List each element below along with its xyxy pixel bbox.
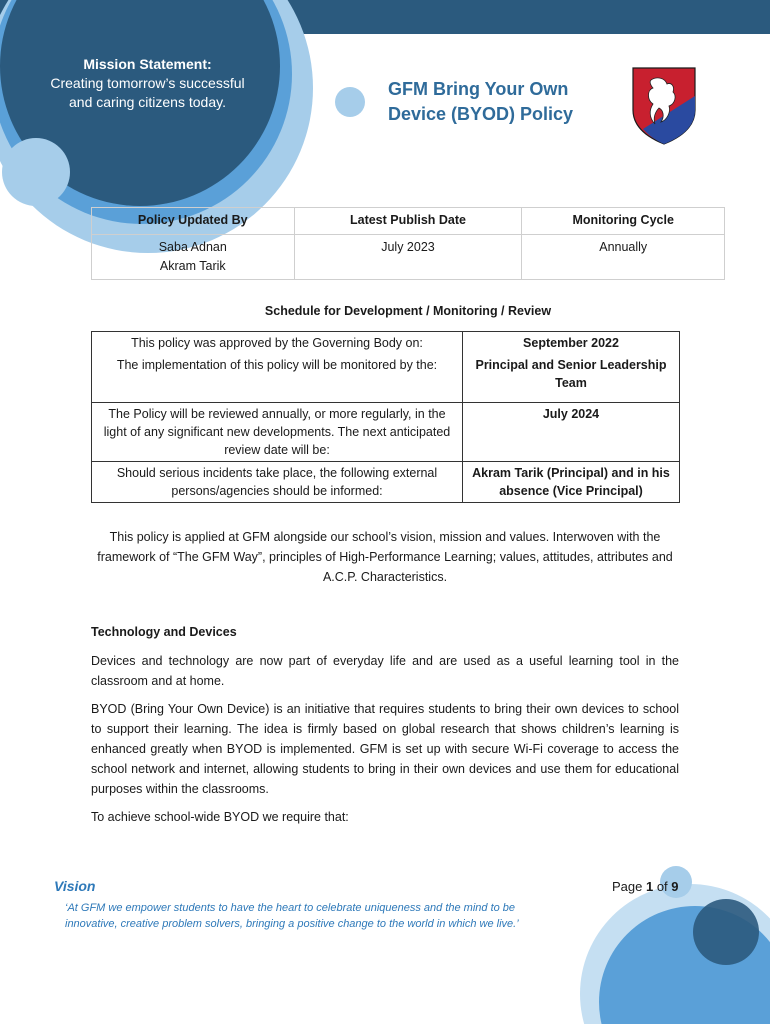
- vision-title: Vision: [54, 878, 96, 894]
- section-heading: Technology and Devices: [91, 625, 237, 639]
- school-crest-icon: [631, 66, 697, 146]
- mission-statement: [40, 55, 255, 112]
- updater-name: Akram Tarik: [159, 259, 226, 273]
- bubble-small-left: [2, 138, 70, 206]
- page-total: 9: [671, 879, 679, 894]
- table-header-row: [92, 208, 725, 235]
- table-row: [92, 235, 725, 280]
- page-prefix: Page: [612, 879, 646, 894]
- policy-meta-table: [91, 207, 725, 280]
- table-row: [92, 403, 680, 462]
- schedule-value: Akram Tarik (Principal) and in his absence (Vice Principal): [463, 462, 680, 503]
- schedule-table: [91, 331, 680, 503]
- cell-updated-by: [92, 235, 295, 280]
- cell-publish-date: July 2023: [294, 235, 522, 280]
- document-title: [388, 77, 618, 127]
- footer-bubble-navy: [693, 899, 759, 965]
- technology-section: [91, 622, 679, 835]
- mission-heading: Mission Statement:: [83, 56, 212, 72]
- schedule-value: September 2022: [463, 332, 680, 355]
- schedule-value: July 2024: [463, 403, 680, 462]
- document-title-line-1: GFM Bring Your Own: [388, 79, 569, 99]
- schedule-label: The implementation of this policy will be monitored by the:: [92, 354, 463, 403]
- schedule-label: This policy was approved by the Governing Body on:: [92, 332, 463, 355]
- schedule-value: Principal and Senior Leadership Team: [463, 354, 680, 403]
- header-monitoring-cycle: Monitoring Cycle: [522, 208, 725, 235]
- intro-paragraph: This policy is applied at GFM alongside our school’s vision, mission and values. Interwoven with the framework of “The GFM Way”, principles of High-Performance Learning; values, attitudes, attributes and A.C.P. Characteristics.: [97, 530, 673, 584]
- page-mid: of: [653, 879, 672, 894]
- schedule-title: Schedule for Development / Monitoring / Review: [264, 304, 552, 318]
- footer-decoration: [570, 844, 770, 1024]
- mission-line-2: and caring citizens today.: [69, 94, 226, 110]
- section-paragraph: BYOD (Bring Your Own Device) is an initiative that requires students to bring their own devices to school to support their learning. The idea is firmly based on global research that shows children’s learning is enhanced greatly when BYOD is implemented. GFM is set up with secure Wi-Fi coverage to access the school network and internet, allowing students to bring in their own devices and use them for educational purposes within the classrooms.: [91, 702, 679, 796]
- section-paragraph: Devices and technology are now part of everyday life and are used as a useful learning tool in the classroom and at home.: [91, 654, 679, 688]
- document-title-line-2: Device (BYOD) Policy: [388, 104, 574, 124]
- schedule-label: The Policy will be reviewed annually, or more regularly, in the light of any significant new developments. The next anticipated review date will be:: [92, 403, 463, 462]
- table-row: [92, 354, 680, 403]
- table-row: [92, 462, 680, 503]
- mission-line-1: Creating tomorrow’s successful: [50, 75, 245, 91]
- page-number: [612, 879, 679, 894]
- schedule-label: Should serious incidents take place, the following external persons/agencies should be informed:: [92, 462, 463, 503]
- bubble-small-center: [335, 87, 365, 117]
- cell-monitoring-cycle: Annually: [522, 235, 725, 280]
- header-updated-by: Policy Updated By: [92, 208, 295, 235]
- vision-text: ‘At GFM we empower students to have the heart to celebrate uniqueness and the mind to be innovative, creative problem solvers, bringing a positive change to the world in which we live.’: [65, 902, 519, 930]
- page-current: 1: [645, 879, 654, 894]
- section-paragraph: To achieve school-wide BYOD we require that:: [91, 810, 349, 824]
- updater-name: Saba Adnan: [158, 240, 227, 254]
- header-publish-date: Latest Publish Date: [294, 208, 522, 235]
- table-row: [92, 332, 680, 355]
